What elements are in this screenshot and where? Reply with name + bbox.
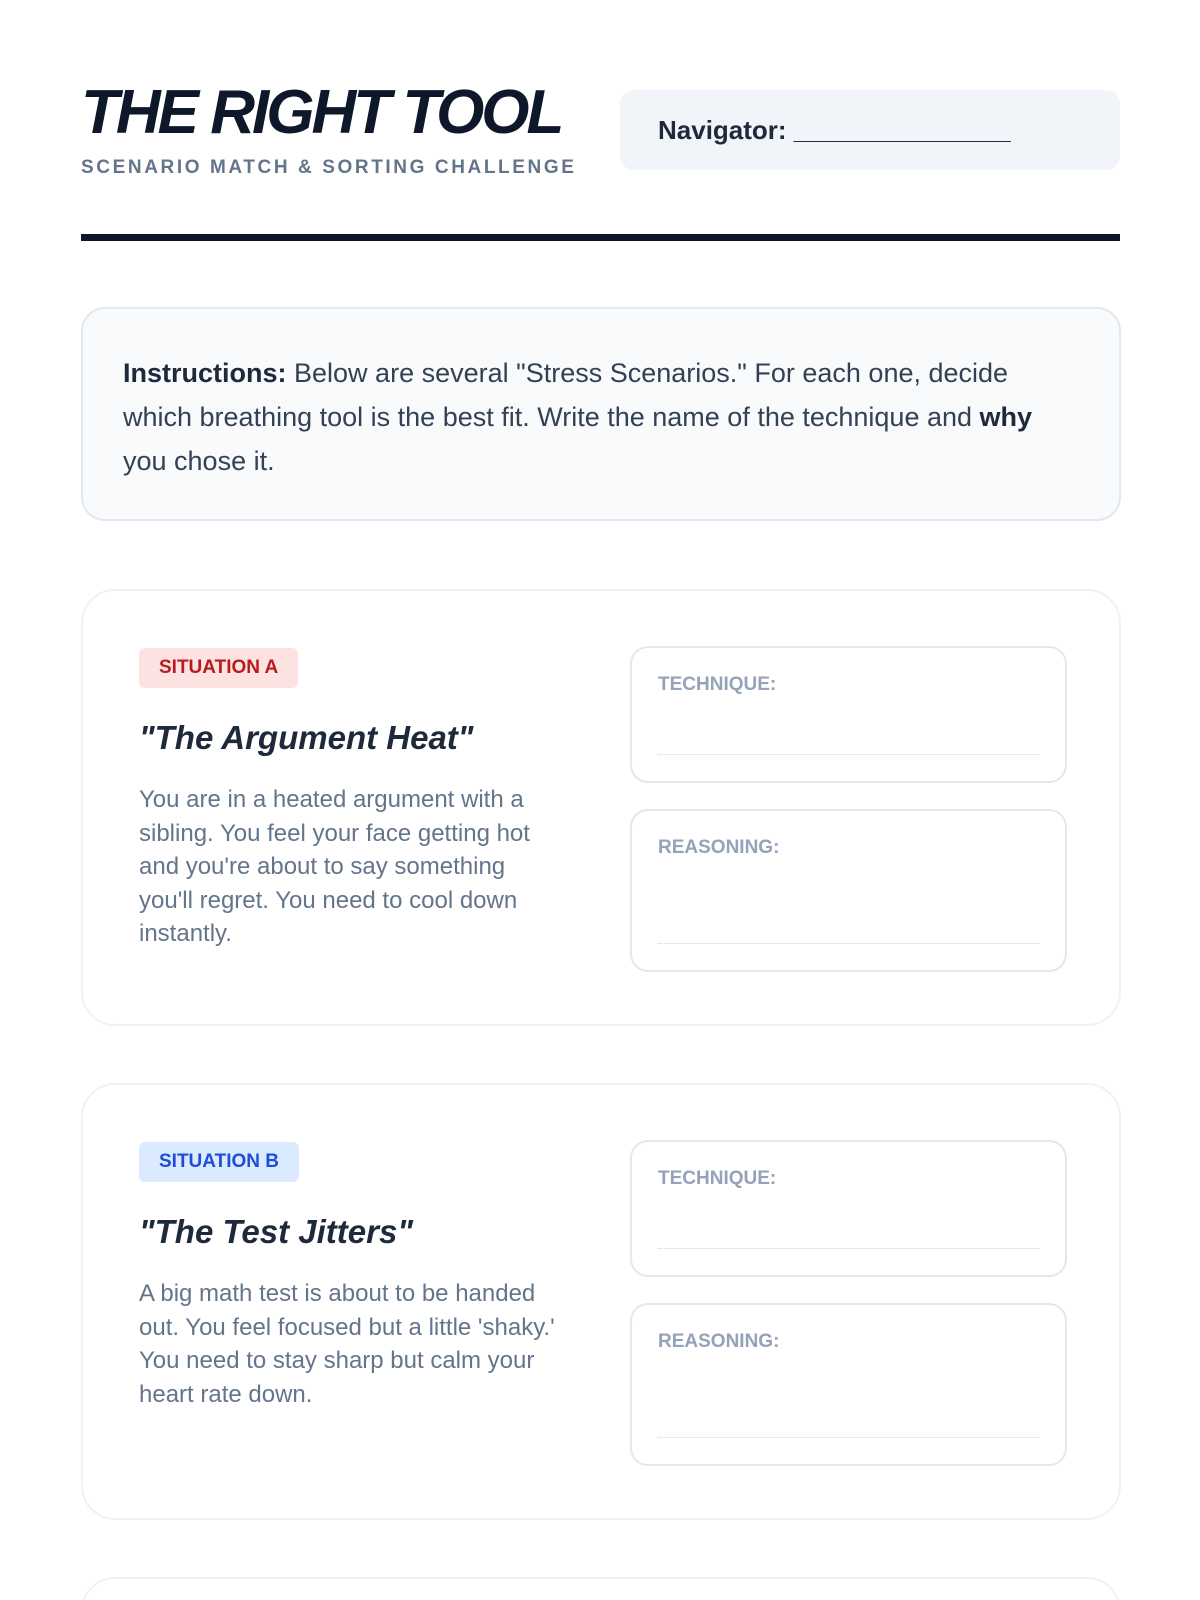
scenario-title-a: "The Argument Heat": [139, 719, 474, 756]
scenario-description-a: You are in a heated argument with a sibling. You feel your face getting hot and you're about to say something you'll regret. You need to cool down instantly.: [139, 786, 530, 947]
scenario-card-b: [81, 1083, 1121, 1520]
scenario-description-b: A big math test is about to be handed out. You feel focused but a little 'shaky.' You need to stay sharp but calm your heart rate down.: [139, 1280, 555, 1408]
scenario-title-b: "The Test Jitters": [139, 1213, 413, 1250]
situation-badge-a: SITUATION A: [139, 648, 298, 688]
reasoning-field-a[interactable]: [630, 809, 1067, 972]
situation-badge-b: SITUATION B: [139, 1142, 299, 1182]
reasoning-label: REASONING:: [658, 1331, 780, 1352]
reasoning-writing-line: [658, 1437, 1039, 1438]
reasoning-label: REASONING:: [658, 837, 780, 858]
page-header: [81, 0, 1119, 242]
scenario-card-a: [81, 589, 1121, 1026]
instructions-emphasis: why: [979, 402, 1033, 432]
page-title: THE RIGHT TOOL: [81, 78, 562, 147]
instructions-box: [81, 307, 1121, 521]
technique-label: TECHNIQUE:: [658, 674, 777, 695]
technique-writing-line: [658, 754, 1039, 755]
technique-field-b[interactable]: [630, 1140, 1067, 1277]
reasoning-field-b[interactable]: [630, 1303, 1067, 1466]
header-divider: [81, 234, 1120, 241]
page-subtitle: SCENARIO MATCH & SORTING CHALLENGE: [81, 157, 577, 178]
navigator-field[interactable]: Navigator: _______________: [620, 90, 1120, 170]
technique-field-a[interactable]: [630, 646, 1067, 783]
reasoning-writing-line: [658, 943, 1039, 944]
scenario-card-next: [81, 1577, 1121, 1600]
instructions-lead: Instructions:: [123, 358, 287, 388]
technique-label: TECHNIQUE:: [658, 1168, 777, 1189]
technique-writing-line: [658, 1248, 1039, 1249]
instructions-text-1: Below are several "Stress Scenarios." For each one, decide which breathing tool is the best fit. Write the name of the technique and: [123, 358, 1009, 432]
instructions-text-2: you chose it.: [123, 446, 275, 476]
